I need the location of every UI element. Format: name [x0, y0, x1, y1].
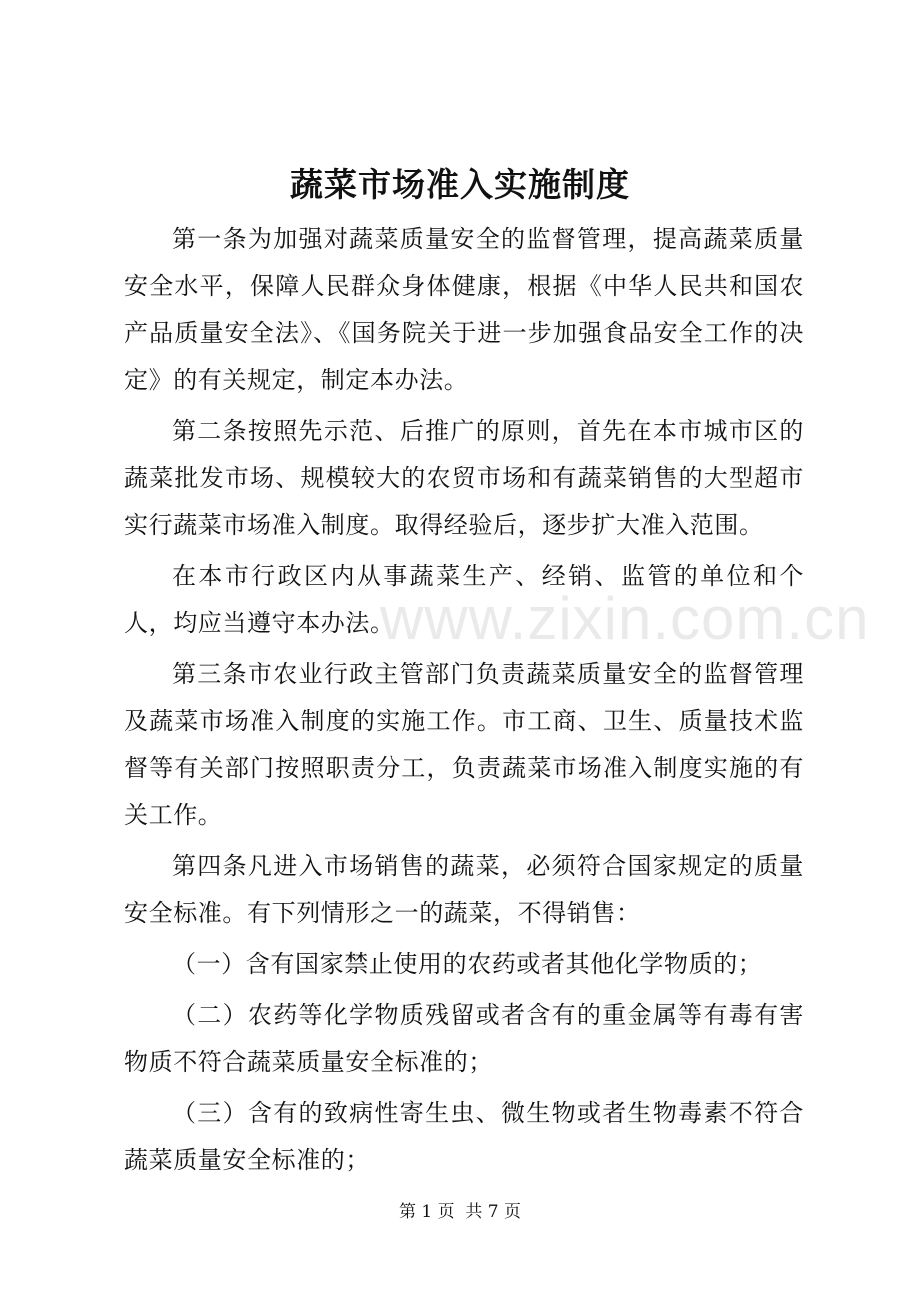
page-footer	[0, 1200, 920, 1224]
paragraph-scope: 在本市行政区内从事蔬菜生产、经销、监管的单位和个人，均应当遵守本办法。	[124, 562, 804, 637]
document-body	[124, 216, 804, 1188]
paragraph-article-3: 第三条市农业行政主管部门负责蔬菜质量安全的监督管理及蔬菜市场准入制度的实施工作。市工商、卫生、质量技术监督等有关部门按照职责分工，负责蔬菜市场准入制度实施的有关工作。	[124, 660, 804, 829]
paragraph-item-3: （三）含有的致病性寄生虫、微生物或者生物毒素不符合蔬菜质量安全标准的；	[124, 1099, 804, 1174]
watermark: www.zixin.com.cn	[380, 585, 870, 652]
paragraph-article-4: 第四条凡进入市场销售的蔬菜，必须符合国家规定的质量安全标准。有下列情形之一的蔬菜，不得销售：	[124, 852, 804, 927]
paragraph-article-1: 第一条为加强对蔬菜质量安全的监督管理，提高蔬菜质量安全水平，保障人民群众身体健康，根据《中华人民共和国农产品质量安全法》、《国务院关于进一步加强食品安全工作的决定》的有关规定，制定本办法。	[124, 225, 804, 394]
paragraph-item-2: （二）农药等化学物质残留或者含有的重金属等有毒有害物质不符合蔬菜质量安全标准的；	[124, 1001, 804, 1076]
paragraph-article-2: 第二条按照先示范、后推广的原则，首先在本市城市区的蔬菜批发市场、规模较大的农贸市场和有蔬菜销售的大型超市实行蔬菜市场准入制度。取得经验后，逐步扩大准入范围。	[124, 417, 804, 539]
page-number-label: 第 1 页 共 7 页	[398, 1202, 522, 1222]
paragraph-item-1: （一）含有国家禁止使用的农药或者其他化学物质的；	[172, 950, 763, 978]
document-title: 蔬菜市场准入实施制度	[290, 165, 630, 204]
